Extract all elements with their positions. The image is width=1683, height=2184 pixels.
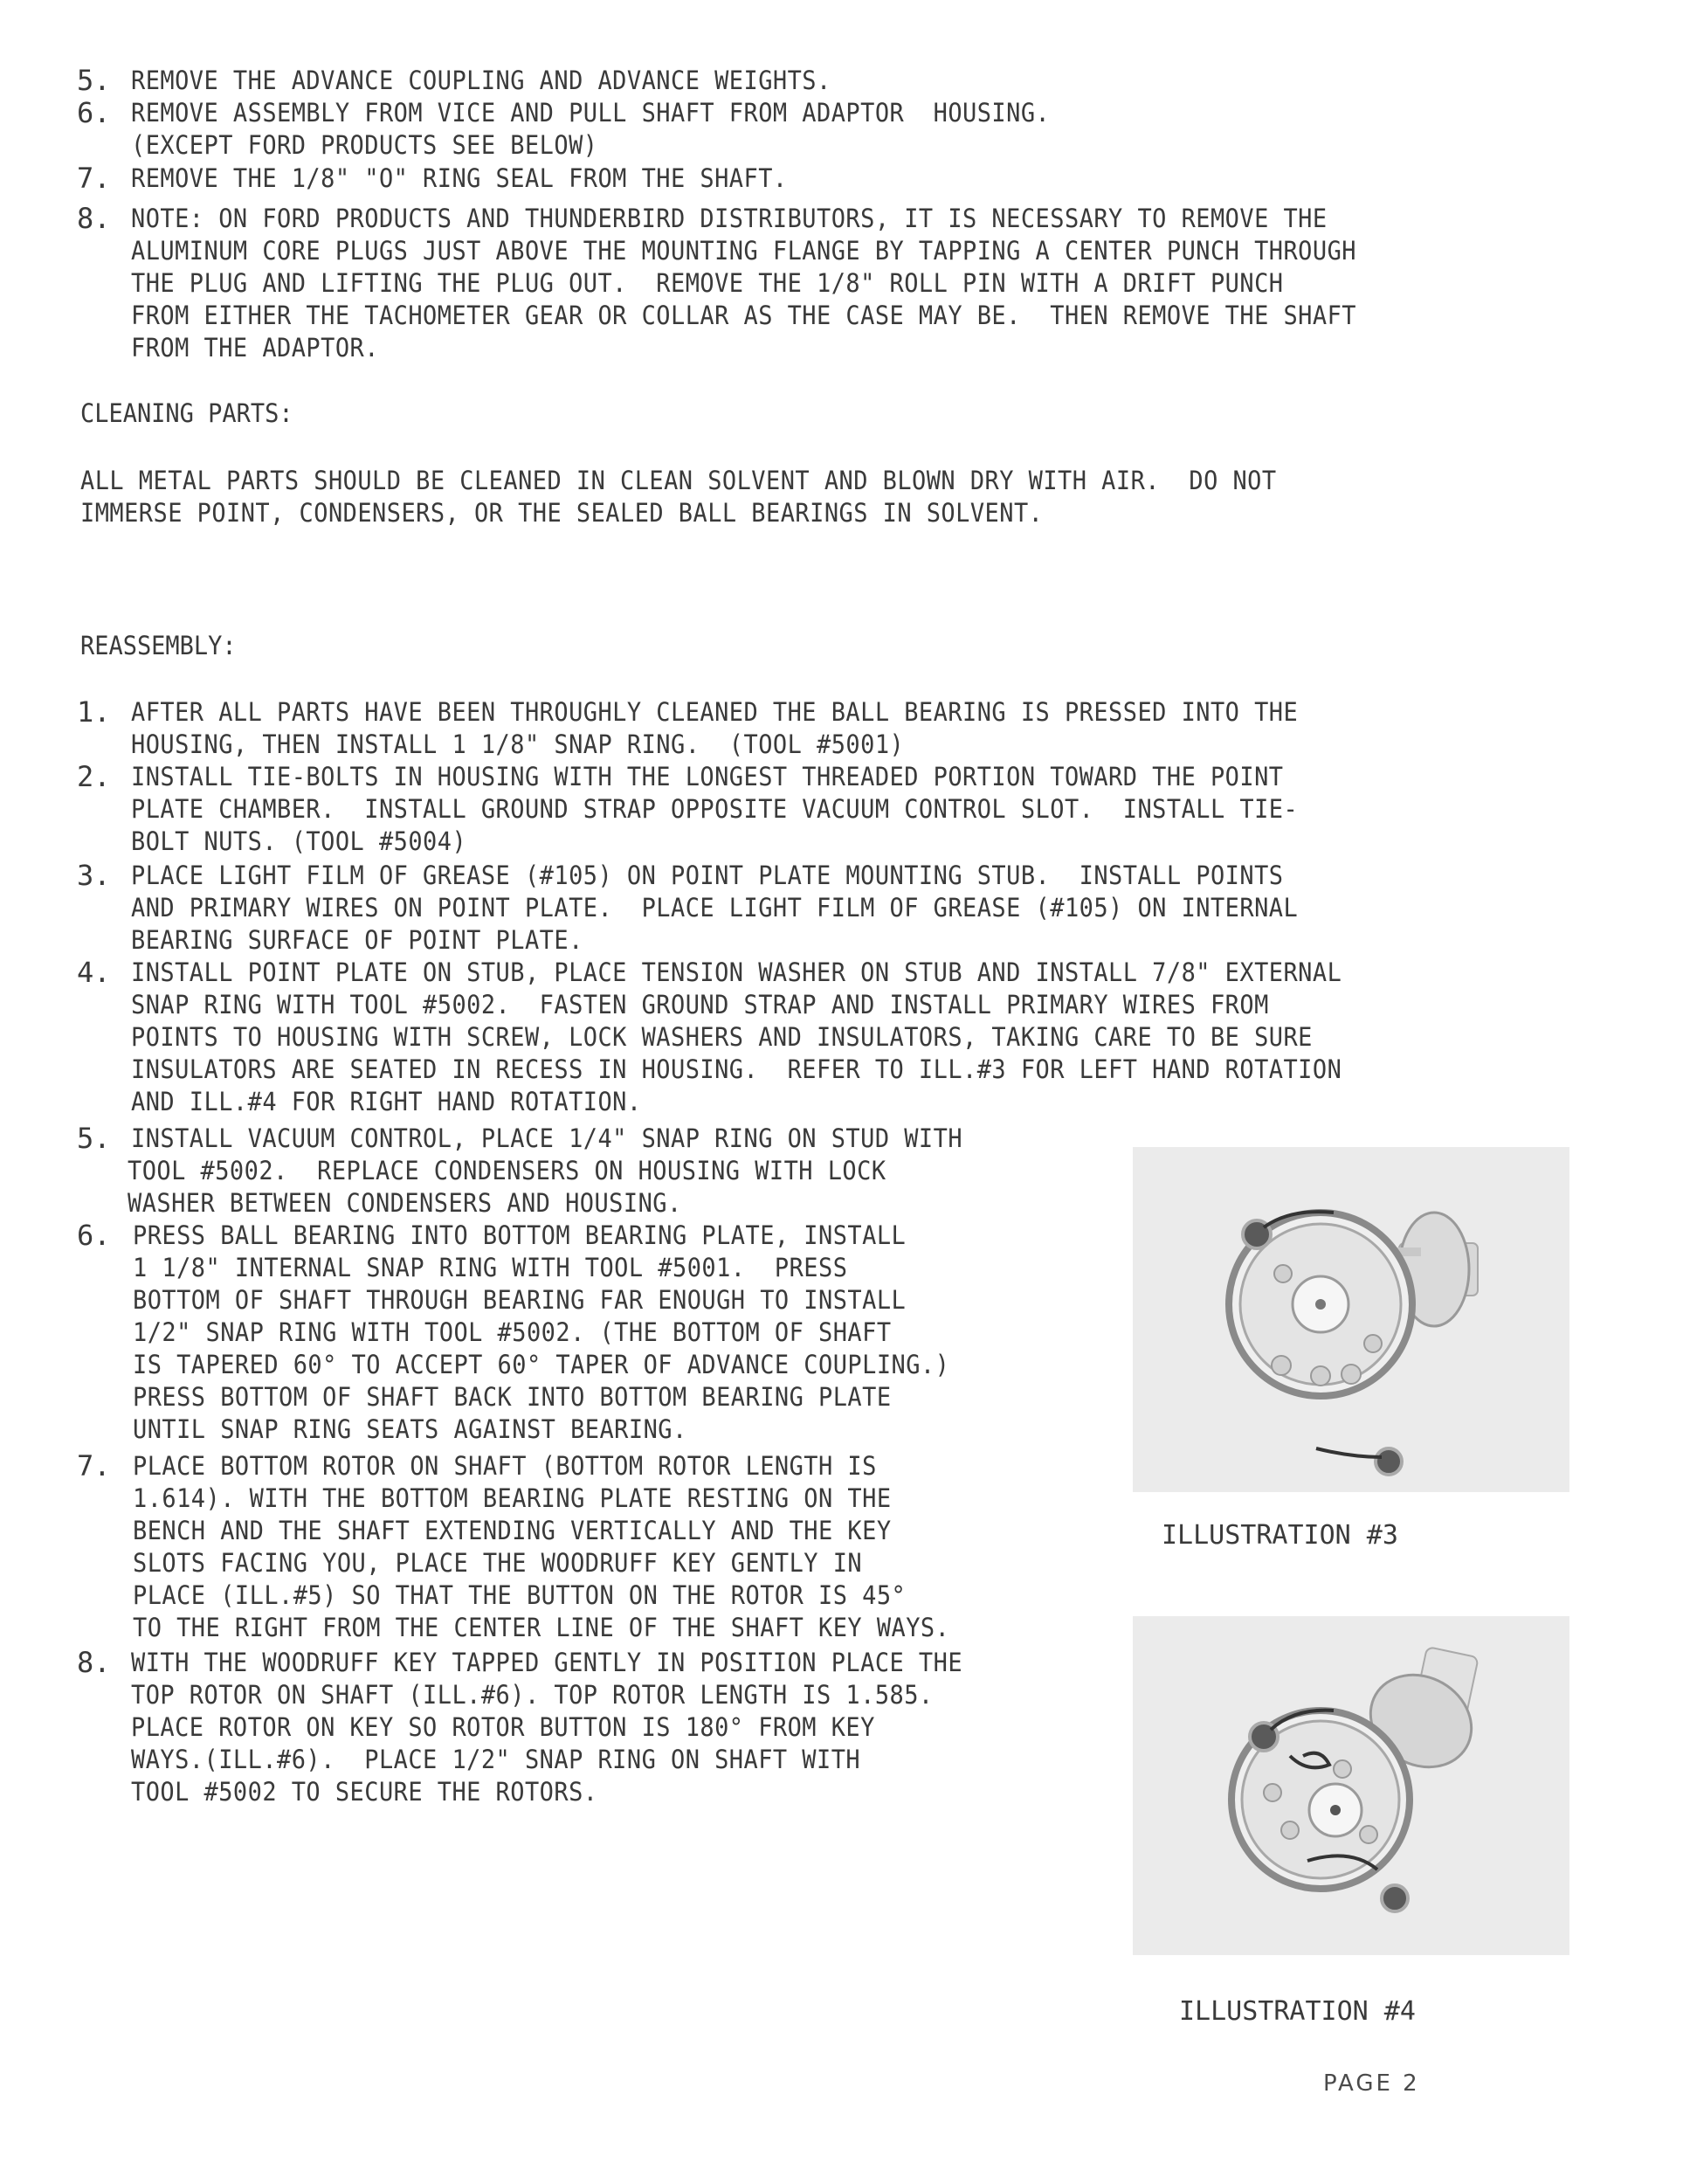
step-number: 7.: [77, 162, 111, 195]
step-text: HOUSING, THEN INSTALL 1 1/8" SNAP RING. (TOOL #5001): [131, 729, 905, 759]
distributor-icon: [1133, 1616, 1569, 1955]
step-number: 8.: [77, 1646, 111, 1679]
cleaning-text: IMMERSE POINT, CONDENSERS, OR THE SEALED BALL BEARINGS IN SOLVENT.: [80, 498, 1044, 528]
step-text: NOTE: ON FORD PRODUCTS AND THUNDERBIRD DISTRIBUTORS, IT IS NECESSARY TO REMOVE THE: [131, 204, 1328, 233]
step-number: 1.: [77, 695, 111, 729]
distributor-icon: [1133, 1147, 1569, 1492]
step-text: BOTTOM OF SHAFT THROUGH BEARING FAR ENOUGH TO INSTALL: [133, 1285, 907, 1315]
step-text: TOOL #5002. REPLACE CONDENSERS ON HOUSING WITH LOCK: [128, 1156, 886, 1185]
step-text: PLACE BOTTOM ROTOR ON SHAFT (BOTTOM ROTOR LENGTH IS: [133, 1451, 877, 1481]
step-text: ALUMINUM CORE PLUGS JUST ABOVE THE MOUNTING FLANGE BY TAPPING A CENTER PUNCH THROUGH: [131, 236, 1357, 266]
step-text: INSTALL TIE-BOLTS IN HOUSING WITH THE LONGEST THREADED PORTION TOWARD THE POINT: [131, 762, 1284, 791]
step-text: WAYS.(ILL.#6). PLACE 1/2" SNAP RING ON SHAFT WITH: [131, 1745, 861, 1774]
step-text: 1.614). WITH THE BOTTOM BEARING PLATE RESTING ON THE: [133, 1483, 892, 1513]
section-heading-cleaning: CLEANING PARTS:: [80, 398, 293, 428]
step-number: 5.: [77, 1122, 111, 1155]
step-text: PLACE LIGHT FILM OF GREASE (#105) ON POINT PLATE MOUNTING STUB. INSTALL POINTS: [131, 860, 1284, 890]
illustration-4-photo: [1133, 1616, 1569, 1955]
step-number: 2.: [77, 760, 111, 793]
step-number: 6.: [77, 1219, 111, 1252]
step-number: 8.: [77, 202, 111, 235]
step-text: AND ILL.#4 FOR RIGHT HAND ROTATION.: [131, 1087, 642, 1116]
step-text: TOOL #5002 TO SECURE THE ROTORS.: [131, 1777, 598, 1807]
step-text: PLACE ROTOR ON KEY SO ROTOR BUTTON IS 180° FROM KEY: [131, 1712, 875, 1742]
step-number: 4.: [77, 956, 111, 989]
illustration-4-caption: ILLUSTRATION #4: [1179, 1996, 1416, 2027]
step-text: IS TAPERED 60° TO ACCEPT 60° TAPER OF ADVANCE COUPLING.): [133, 1350, 950, 1379]
step-text: REMOVE THE 1/8" "O" RING SEAL FROM THE SHAFT.: [131, 163, 788, 193]
step-text: BOLT NUTS. (TOOL #5004): [131, 826, 467, 856]
step-text: (EXCEPT FORD PRODUCTS SEE BELOW): [131, 130, 598, 160]
cleaning-text: ALL METAL PARTS SHOULD BE CLEANED IN CLEAN SOLVENT AND BLOWN DRY WITH AIR. DO NOT: [80, 466, 1277, 495]
step-text: FROM EITHER THE TACHOMETER GEAR OR COLLAR AS THE CASE MAY BE. THEN REMOVE THE SHAFT: [131, 301, 1357, 330]
step-text: PRESS BOTTOM OF SHAFT BACK INTO BOTTOM BEARING PLATE: [133, 1382, 892, 1412]
step-number: 7.: [77, 1449, 111, 1482]
step-text: PLATE CHAMBER. INSTALL GROUND STRAP OPPOSITE VACUUM CONTROL SLOT. INSTALL TIE-: [131, 794, 1299, 824]
step-text: REMOVE THE ADVANCE COUPLING AND ADVANCE WEIGHTS.: [131, 66, 831, 95]
page-number: PAGE 2: [1323, 2070, 1420, 2097]
step-text: BENCH AND THE SHAFT EXTENDING VERTICALLY AND THE KEY: [133, 1516, 892, 1545]
step-text: POINTS TO HOUSING WITH SCREW, LOCK WASHERS AND INSULATORS, TAKING CARE TO BE SURE: [131, 1022, 1313, 1052]
step-number: 6.: [77, 96, 111, 129]
step-text: INSTALL POINT PLATE ON STUB, PLACE TENSION WASHER ON STUB AND INSTALL 7/8" EXTERNAL: [131, 957, 1342, 987]
step-text: INSTALL VACUUM CONTROL, PLACE 1/4" SNAP RING ON STUD WITH: [131, 1123, 963, 1153]
illustration-3-photo: [1133, 1147, 1569, 1492]
section-heading-reassembly: REASSEMBLY:: [80, 631, 237, 660]
step-text: AFTER ALL PARTS HAVE BEEN THROUGHLY CLEANED THE BALL BEARING IS PRESSED INTO THE: [131, 697, 1299, 727]
step-number: 5.: [77, 64, 111, 97]
step-text: PRESS BALL BEARING INTO BOTTOM BEARING PLATE, INSTALL: [133, 1220, 907, 1250]
step-text: 1/2" SNAP RING WITH TOOL #5002. (THE BOTTOM OF SHAFT: [133, 1317, 892, 1347]
step-text: FROM THE ADAPTOR.: [131, 333, 379, 363]
illustration-3-caption: ILLUSTRATION #3: [1162, 1520, 1398, 1551]
step-text: PLACE (ILL.#5) SO THAT THE BUTTON ON THE ROTOR IS 45°: [133, 1580, 907, 1610]
step-text: BEARING SURFACE OF POINT PLATE.: [131, 925, 583, 955]
step-text: SNAP RING WITH TOOL #5002. FASTEN GROUND STRAP AND INSTALL PRIMARY WIRES FROM: [131, 990, 1269, 1019]
step-text: REMOVE ASSEMBLY FROM VICE AND PULL SHAFT FROM ADAPTOR HOUSING.: [131, 98, 1051, 128]
step-text: INSULATORS ARE SEATED IN RECESS IN HOUSING. REFER TO ILL.#3 FOR LEFT HAND ROTATION: [131, 1054, 1342, 1084]
step-text: WASHER BETWEEN CONDENSERS AND HOUSING.: [128, 1188, 682, 1218]
step-text: TOP ROTOR ON SHAFT (ILL.#6). TOP ROTOR LENGTH IS 1.585.: [131, 1680, 934, 1710]
step-text: UNTIL SNAP RING SEATS AGAINST BEARING.: [133, 1414, 687, 1444]
step-text: TO THE RIGHT FROM THE CENTER LINE OF THE SHAFT KEY WAYS.: [133, 1613, 950, 1642]
step-number: 3.: [77, 859, 111, 892]
step-text: 1 1/8" INTERNAL SNAP RING WITH TOOL #5001. PRESS: [133, 1253, 848, 1282]
step-text: THE PLUG AND LIFTING THE PLUG OUT. REMOVE THE 1/8" ROLL PIN WITH A DRIFT PUNCH: [131, 268, 1284, 298]
step-text: WITH THE WOODRUFF KEY TAPPED GENTLY IN POSITION PLACE THE: [131, 1648, 963, 1677]
step-text: SLOTS FACING YOU, PLACE THE WOODRUFF KEY GENTLY IN: [133, 1548, 863, 1578]
step-text: AND PRIMARY WIRES ON POINT PLATE. PLACE LIGHT FILM OF GREASE (#105) ON INTERNAL: [131, 893, 1299, 923]
